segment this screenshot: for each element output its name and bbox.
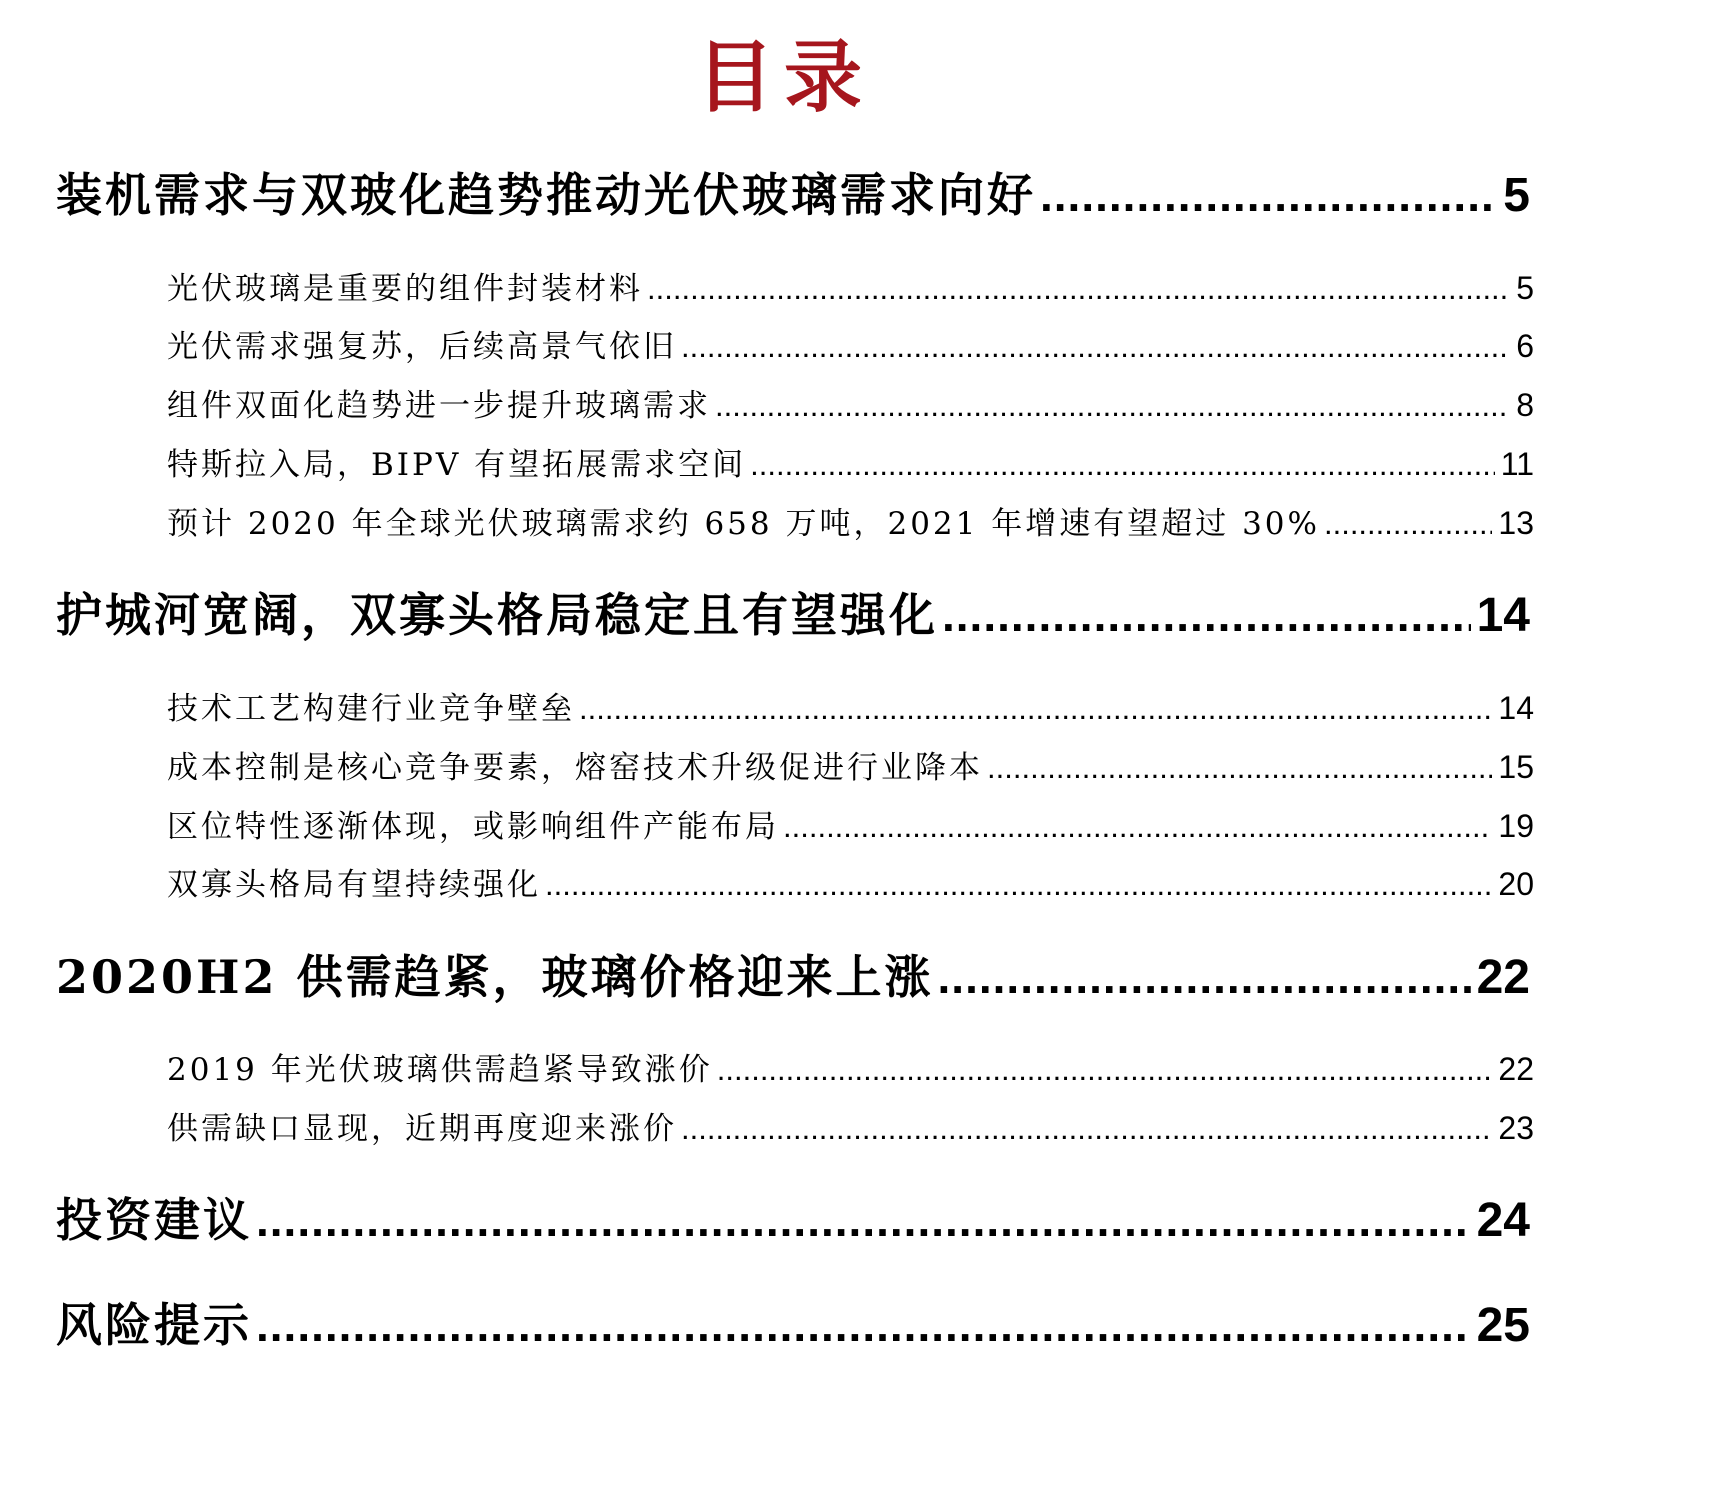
toc-page-number: 11: [1500, 446, 1534, 482]
toc-item[interactable]: [167, 500, 1534, 546]
toc-page-number: 22: [1498, 1051, 1534, 1087]
toc-item[interactable]: [167, 861, 1534, 907]
toc-item[interactable]: [167, 1046, 1534, 1092]
toc-item[interactable]: [167, 323, 1534, 369]
toc-page-number: 22: [1476, 951, 1530, 1004]
toc-heading-moat[interactable]: [56, 580, 1530, 650]
toc-item-label: 特斯拉入局，BIPV 有望拓展需求空间: [167, 447, 747, 483]
toc-page-number: 5: [1516, 270, 1534, 306]
toc-page-number: 25: [1476, 1299, 1530, 1352]
toc-page-number: 15: [1498, 749, 1534, 785]
toc-page-number: 13: [1498, 505, 1534, 541]
toc-leader-dots: [647, 266, 1510, 311]
toc-item-label: 2019 年光伏玻璃供需趋紧导致涨价: [167, 1052, 713, 1088]
toc-item[interactable]: [167, 382, 1534, 428]
toc-leader-dots: [938, 942, 1471, 1012]
toc-page-number: 19: [1498, 808, 1534, 844]
toc-page-number: 23: [1498, 1110, 1534, 1146]
toc-heading-investment[interactable]: [56, 1185, 1530, 1255]
toc-leader-dots: [942, 580, 1471, 650]
toc-item[interactable]: [167, 441, 1534, 487]
toc-page-number: 6: [1516, 328, 1534, 364]
toc-item[interactable]: [167, 744, 1534, 790]
toc-page-number: 8: [1516, 387, 1534, 423]
toc-heading-risk[interactable]: [56, 1290, 1530, 1360]
toc-page-number: 14: [1476, 589, 1530, 642]
toc-item-label: 技术工艺构建行业竞争壁垒: [167, 691, 575, 727]
toc-page-number: 24: [1476, 1194, 1530, 1247]
toc-item[interactable]: [167, 685, 1534, 731]
toc-item-label: 成本控制是核心竞争要素，熔窑技术升级促进行业降本: [167, 750, 983, 786]
toc-leader-dots: [750, 442, 1495, 487]
toc-item-label: 双寡头格局有望持续强化: [167, 867, 541, 903]
toc-item-label: 光伏玻璃是重要的组件封装材料: [167, 271, 643, 307]
toc-heading-supply[interactable]: [56, 942, 1530, 1012]
toc-leader-dots: [1040, 160, 1497, 230]
toc-item-label: 预计 2020 年全球光伏玻璃需求约 658 万吨，2021 年增速有望超过 30%: [167, 506, 1320, 542]
toc-leader-dots: [987, 745, 1492, 790]
toc-leader-dots: [256, 1290, 1471, 1360]
toc-leader-dots: [783, 804, 1492, 849]
toc-heading-label: 风险提示: [56, 1298, 252, 1352]
toc-heading-label: 2020H2 供需趋紧，玻璃价格迎来上涨: [56, 950, 934, 1004]
toc-page-number: 14: [1498, 690, 1534, 726]
toc-heading-label: 装机需求与双玻化趋势推动光伏玻璃需求向好: [56, 168, 1036, 222]
toc-item[interactable]: [167, 803, 1534, 849]
toc-leader-dots: [256, 1185, 1471, 1255]
page-title: 目录: [695, 32, 872, 123]
toc-heading-label: 护城河宽阔，双寡头格局稳定且有望强化: [56, 588, 938, 642]
toc-item[interactable]: [167, 1105, 1534, 1151]
toc-leader-dots: [717, 1047, 1493, 1092]
toc-leader-dots: [681, 324, 1510, 369]
toc-page-number: 5: [1503, 169, 1530, 222]
toc-item[interactable]: [167, 265, 1534, 311]
toc-leader-dots: [579, 686, 1492, 731]
toc-item-label: 供需缺口显现，近期再度迎来涨价: [167, 1111, 677, 1147]
toc-page-number: 20: [1498, 866, 1534, 902]
toc-item-label: 光伏需求强复苏，后续高景气依旧: [167, 329, 677, 365]
toc-leader-dots: [1324, 501, 1492, 546]
toc-item-label: 组件双面化趋势进一步提升玻璃需求: [167, 388, 711, 424]
toc-heading-demand[interactable]: [56, 160, 1530, 230]
toc-heading-label: 投资建议: [56, 1193, 252, 1247]
toc-leader-dots: [545, 862, 1492, 907]
toc-leader-dots: [715, 383, 1510, 428]
toc-leader-dots: [681, 1106, 1492, 1151]
toc-item-label: 区位特性逐渐体现，或影响组件产能布局: [167, 809, 779, 845]
